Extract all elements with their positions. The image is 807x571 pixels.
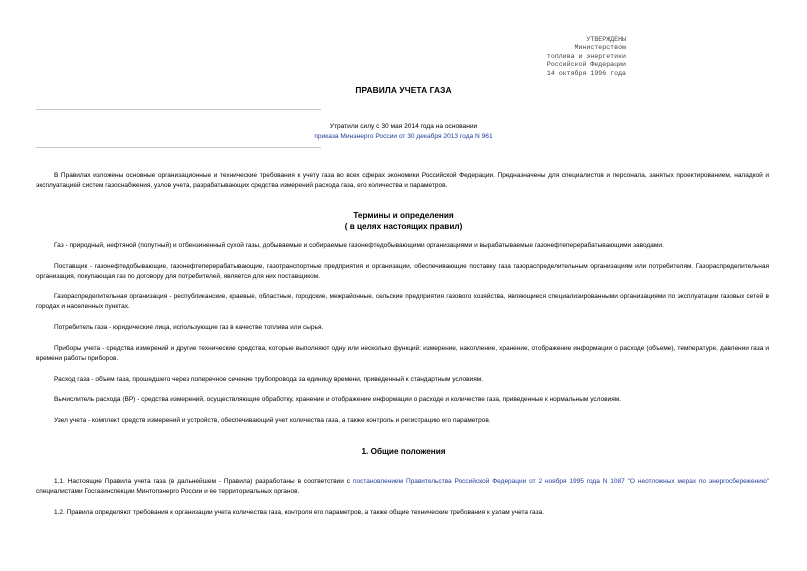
- document-title: ПРАВИЛА УЧЕТА ГАЗА: [355, 85, 452, 95]
- term-meters: Приборы учета - средства измерений и другие технические средства, которые выполняют одну или несколько функций: измерение, накопление, хранение, отображение информации о расходе (объеме), температуре, давлении газа и времени работы приборов.: [36, 345, 769, 362]
- status-link-line: [0, 133, 807, 140]
- term-distribution-org: Газораспределительная организация - республиканские, краевые, областные, городские, межрайонные, сельские предприятия газового хозяйства, являющиеся специализированными организациями по эксплуатации газовых сетей в городах и населенных пунктах.: [36, 293, 769, 310]
- approval-line-2: Министерством: [574, 44, 626, 52]
- approval-stamp: [520, 36, 626, 78]
- p1-text-after: специалистами Госгазинспекции Минтопэнерго России и ее территориальных органов.: [36, 488, 300, 495]
- p1-text-before: 1.1. Настоящие Правила учета газа (в дальнейшем - Правила) разработаны в соответствии с: [54, 478, 353, 485]
- terms-subheading: ( в целях настоящих правил): [344, 222, 463, 231]
- term-metering-unit: Узел учета - комплект средств измерений и устройств, обеспечивающий учет количества газа, а также контроль и регистрацию его параметров.: [54, 417, 491, 424]
- government-decree-link[interactable]: постановлением Правительства Российской Федерации от 2 ноября 1995 года N 1087 "О неотложных мерах по энергосбережению": [352, 478, 769, 485]
- approval-line-5: 14 октября 1996 года: [546, 69, 626, 77]
- section-1-paragraph-1: [36, 477, 769, 497]
- term-supplier: Поставщик - газонефтедобывающие, газонефтеперерабатывающие, газотранспортные предприятия и организации, обеспечивающие поставку газа газораспределительным организациям или потребителям. Газораспределительная организация, покупающая газ по договору для потребителей, является для них поставщиком.: [36, 263, 769, 280]
- approval-line-1: УТВЕРЖДЕНЫ: [586, 36, 626, 43]
- intro-paragraph: В Правилах изложены основные организационные и технические требования к учету газа во всех сферах экономики Российской Федерации. Предназначены для специалистов и персонала, занятых проектированием, наладкой и эксплуатацией систем газоснабжения, узлов учета, разрабатывающих средства измерений расхода газа, его количества и параметров.: [36, 172, 769, 189]
- repeal-order-link[interactable]: приказа Минэнерго России от 30 декабря 2013 года N 961: [314, 133, 493, 140]
- approval-line-3: топлива и энергетики: [546, 52, 626, 60]
- term-flow-rate: Расход газа - объем газа, прошедшего через поперечное сечение трубопровода за единицу времени, приведенный к стандартным условиям.: [54, 376, 483, 383]
- top-divider: [36, 109, 321, 110]
- section-1-heading: 1. Общие положения: [361, 447, 446, 456]
- section-1-paragraph-2: 1.2. Правила определяют требования к организации учета количества газа, контроля его параметров, а также общие технические требования к узлам учета газа.: [54, 509, 545, 516]
- term-flow-computer: Вычислитель расхода (ВР) - средства измерений, осуществляющие обработку, хранение и отображение информации о расходе и количестве газа, приведенные к нормальным условиям.: [54, 396, 621, 403]
- term-gas: Газ - природный, нефтяной (попутный) и отбензиненный сухой газы, добываемые и собираемые газонефтедобывающими организациями и вырабатываемые газонефтеперерабатывающими заводами.: [54, 242, 664, 249]
- status-note: Утратили силу с 30 мая 2014 года на основании: [329, 123, 478, 130]
- terms-heading: Термины и определения: [353, 211, 454, 220]
- bottom-divider: [36, 147, 321, 148]
- approval-line-4: Российской Федерации: [546, 61, 626, 69]
- term-consumer: Потребитель газа - юридические лица, использующие газ в качестве топлива или сырья.: [54, 324, 324, 331]
